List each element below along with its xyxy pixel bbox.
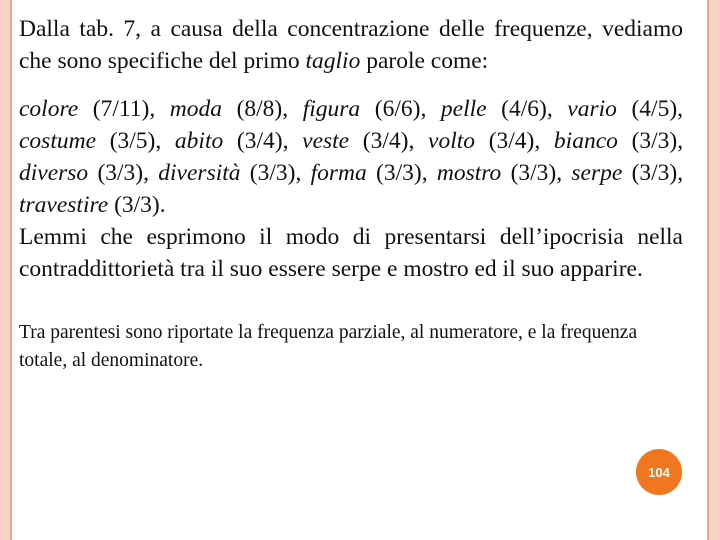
term-word: abito xyxy=(174,128,224,154)
term-word: colore xyxy=(19,96,79,122)
intro-italic-word: taglio xyxy=(305,48,361,74)
term-item xyxy=(19,160,143,186)
term-frequency: (3/3) xyxy=(631,128,678,154)
term-item xyxy=(567,96,677,122)
term-word: diversità xyxy=(158,160,241,186)
term-frequency: (3/3) xyxy=(510,160,557,186)
term-frequency: (3/4) xyxy=(488,128,535,154)
term-item xyxy=(311,160,422,186)
term-item xyxy=(571,160,677,186)
intro-text-start: Dalla tab. 7, a causa della concentrazione delle frequenze, vediamo che sono specifiche del primo xyxy=(19,16,683,74)
term-frequency: (3/4) xyxy=(362,128,409,154)
term-frequency: (7/11) xyxy=(92,96,150,122)
term-word: figura xyxy=(302,96,361,122)
term-item xyxy=(437,160,556,186)
term-item xyxy=(19,192,160,218)
footnote: Tra parentesi sono riportate la frequenza parziale, al numeratore, e la frequenza totale, al denominatore. xyxy=(19,322,638,371)
terms-paragraph xyxy=(19,93,683,285)
page-number: 104 xyxy=(648,464,670,480)
term-item xyxy=(19,96,149,122)
page-number-badge xyxy=(636,449,682,495)
term-word: mostro xyxy=(436,160,502,186)
slide-content xyxy=(19,13,683,375)
term-word: travestire xyxy=(19,192,109,218)
lemmi-sentence: Lemmi che esprimono il modo di presentarsi dell’ipocrisia nella contraddittorietà tra il suo essere serpe e mostro ed il suo apparire. xyxy=(19,224,683,282)
intro-text-end: parole come: xyxy=(360,48,489,74)
term-frequency: (3/5) xyxy=(109,128,156,154)
term-frequency: (3/3) xyxy=(631,160,678,186)
term-item xyxy=(19,128,155,154)
term-word: vario xyxy=(567,96,617,122)
term-frequency: (3/3) xyxy=(114,192,160,218)
term-item xyxy=(554,128,677,154)
terms-list: colore (7/11), moda (8/8), figura (6/6), pelle (4/6), vario (4/5), costume (3/5), abito (3/4), veste (3/4), volto (3/4), bianco (3/3), diverso (3/3), diversità (3/3), forma (3/3), mostro (3/3), serpe (3/3), travestire (3/3). xyxy=(19,96,684,218)
term-item xyxy=(428,128,534,154)
term-word: moda xyxy=(169,96,222,122)
slide-left-border xyxy=(10,0,12,540)
term-item xyxy=(302,128,408,154)
term-frequency: (3/3) xyxy=(97,160,144,186)
term-item xyxy=(175,128,283,154)
term-item xyxy=(441,96,547,122)
term-word: serpe xyxy=(571,160,623,186)
intro-paragraph xyxy=(19,13,683,77)
term-frequency: (3/4) xyxy=(236,128,283,154)
term-frequency: (8/8) xyxy=(236,96,283,122)
term-word: bianco xyxy=(553,128,618,154)
slide-right-border xyxy=(707,0,709,540)
term-word: costume xyxy=(19,128,97,154)
term-frequency: (6/6) xyxy=(374,96,421,122)
term-word: volto xyxy=(428,128,476,154)
term-item xyxy=(158,160,295,186)
term-item xyxy=(303,96,421,122)
term-word: veste xyxy=(302,128,350,154)
term-word: forma xyxy=(310,160,367,186)
term-word: pelle xyxy=(440,96,487,122)
term-frequency: (4/5) xyxy=(631,96,678,122)
term-frequency: (4/6) xyxy=(501,96,547,122)
term-frequency: (3/3) xyxy=(376,160,422,186)
term-word: diverso xyxy=(19,160,89,186)
term-item xyxy=(170,96,283,122)
slide xyxy=(10,0,709,540)
term-frequency: (3/3) xyxy=(249,160,296,186)
